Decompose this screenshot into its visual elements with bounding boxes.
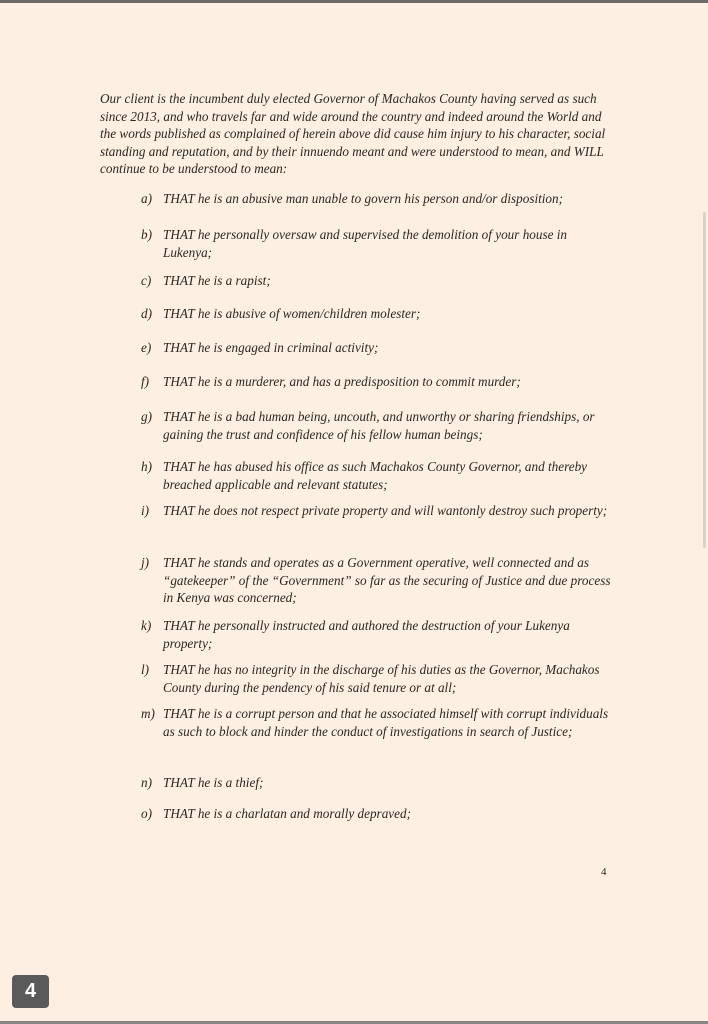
list-item-label: m)	[141, 706, 155, 721]
list-item-text: THAT he is engaged in criminal activity;	[163, 340, 379, 355]
page-indicator-badge[interactable]: 4	[12, 975, 49, 1008]
list-item-text: THAT he is an abusive man unable to govern his person and/or disposition;	[163, 191, 564, 206]
list-item-label: k)	[141, 618, 152, 633]
scrollbar[interactable]	[703, 212, 706, 548]
list-item-label: i)	[141, 503, 150, 518]
list-item	[141, 617, 616, 652]
list-item-label: l)	[141, 662, 150, 677]
list-item-label: h)	[141, 459, 152, 474]
list-item-text: THAT he is a thief;	[163, 775, 264, 790]
list-item-label: g)	[141, 409, 152, 424]
list-item-text: THAT he is abusive of women/children molester;	[163, 306, 421, 321]
list-item-label: n)	[141, 775, 152, 790]
list-item-label: o)	[141, 806, 152, 821]
list-item	[141, 339, 616, 357]
list-item-text: THAT he is a rapist;	[163, 273, 271, 288]
list-item	[141, 373, 616, 391]
list-item-label: c)	[141, 273, 152, 288]
list-item-text: THAT he has no integrity in the discharge of his duties as the Governor, Machakos County during the pendency of his said tenure or at all;	[163, 662, 600, 695]
list-item-label: d)	[141, 306, 152, 321]
list-item	[141, 190, 616, 208]
list-item-text: THAT he is a corrupt person and that he associated himself with corrupt individuals as such to block and hinder the conduct of investigations in search of Justice;	[163, 706, 609, 739]
top-border	[0, 0, 708, 3]
list-item	[141, 226, 616, 261]
list-item-label: a)	[141, 191, 152, 206]
list-item	[141, 408, 616, 443]
list-item	[141, 272, 616, 290]
list-item	[141, 554, 616, 607]
list-item-text: THAT he has abused his office as such Machakos County Governor, and thereby breached applicable and relevant statutes;	[163, 459, 588, 492]
list-item-text: THAT he is a bad human being, uncouth, and unworthy or sharing friendships, or gaining the trust and confidence of his fellow human beings;	[163, 409, 595, 442]
list-item	[141, 458, 616, 493]
list-item-text: THAT he is a charlatan and morally depraved;	[163, 806, 411, 821]
page-number: 4	[601, 866, 607, 878]
list-item	[141, 805, 616, 823]
list-item-label: e)	[141, 340, 152, 355]
list-item-text: THAT he personally oversaw and supervised the demolition of your house in Lukenya;	[163, 227, 568, 260]
list-item-text: THAT he stands and operates as a Government operative, well connected and as “gatekeeper” of the “Government” so far as the securing of Justice and due process in Kenya was concerned;	[163, 555, 611, 606]
list-item-text: THAT he does not respect private property and will wantonly destroy such property;	[163, 503, 608, 518]
list-item	[141, 661, 616, 696]
list-item-label: j)	[141, 555, 150, 570]
list-item-text: THAT he is a murderer, and has a predisposition to commit murder;	[163, 374, 521, 389]
list-item-label: f)	[141, 374, 150, 389]
list-item-label: b)	[141, 227, 152, 242]
list-item-text: THAT he personally instructed and authored the destruction of your Lukenya property;	[163, 618, 570, 651]
list-item	[141, 774, 616, 792]
list-item	[141, 305, 616, 323]
list-item	[141, 705, 616, 740]
intro-paragraph: Our client is the incumbent duly elected Governor of Machakos County having served as such since 2013, and who travels far and wide around the country and indeed around the World and the words published as complained of herein above did cause him injury to his character, social standing and reputation, and by their innuendo meant and were understood to mean, and WILL continue to be understood to mean:	[100, 91, 606, 177]
list-item	[141, 502, 616, 520]
